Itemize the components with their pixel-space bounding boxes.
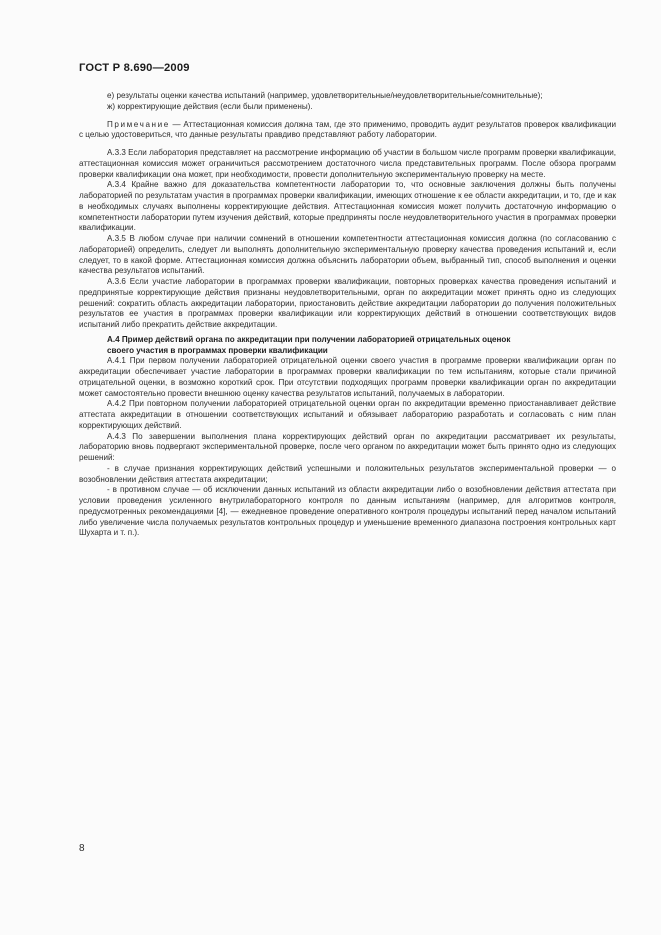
note-label: Примечание	[107, 119, 170, 129]
note-paragraph	[79, 120, 616, 142]
decision-option-1: - в случае признания корректирующих действий успешными и положительных результатов экспериментальной проверки — о возобновлении действия аттестата аккредитации;	[79, 463, 616, 484]
clause-a35: А.3.5 В любом случае при наличии сомнений в отношении компетентности аттестационная комиссия должна (по согласованию с лабораторией) определить, следует ли выполнять дополнительную экспериментальную проверку качества проведения испытаний и, если следует, то в какой форме. Аттестационная комиссия должна объяснить лаборатории объем, выбранный тип, способ выполнения и оценки качества результатов испытаний.	[79, 234, 616, 276]
clause-a43: А.4.3 По завершении выполнения плана корректирующих действий орган по аккредитации рассматривает их результаты, лабораторию вновь подвергают экспериментальной проверке, после чего органом по аккредитации может быть принято одно из следующих решений:	[79, 431, 616, 462]
clause-a36: А.3.6 Если участие лаборатории в программах проверки квалификации, повторных проверках качества проведения испытаний и предпринятые корректирующие действия признаны неудовлетворительными, орган по аккредитации может принять одно из следующих решений: сократить область аккредитации лаборатории, приостановить действие аккредитации лаборатории до получения положительных результатов ее участия в программах проверки квалификации или корректирующих действий в отношении соответствующих видов испытаний либо прекратить действие аккредитации.	[79, 277, 616, 329]
clause-a42: А.4.2 При повторном получении лабораторией отрицательной оценки орган по аккредитации временно приостанавливает действие аттестата аккредитации в отношении соответствующих испытаний и обязывает лабораторию разработать и согласовать с ним план корректирующих действий.	[79, 399, 616, 430]
page-content	[79, 91, 616, 539]
decision-option-2: - в противном случае — об исключении данных испытаний из области аккредитации либо о возобновлении действия аттестата при условии проведения усиленного внутрилабораторного контроля по данным испытаниям (например, для алгоритмов контроля, предусмотренных рекомендациями [4], — ежедневное проведение оперативного контроля процедуры испытаний перед началом испытаний либо увеличение числа получаемых результатов контрольных процедур и уменьшение временного диапазона построения контрольных карт Шухарта и т. п.).	[79, 485, 616, 538]
note-text: — Аттестационная комиссия должна там, где это применимо, проводить аудит результатов проверок квалификации с целью удостовериться, что данные результаты правдиво представляют работу лаборатории.	[79, 119, 616, 140]
standard-header: ГОСТ Р 8.690—2009	[79, 62, 190, 74]
clause-a41: А.4.1 При первом получении лабораторией отрицательной оценки своего участия в программе проверки квалификации орган по аккредитации обеспечивает участие лаборатории в программах проверки квалификации по тем испытаниям, которые стали причиной отрицательной оценки, в возможно короткий срок. При отсутствии подходящих программ проверки квалификации орган по аккредитации может самостоятельно провести внешнюю оценку качества результатов испытаний, получаемых в лаборатории.	[79, 356, 616, 398]
clause-a33: А.3.3 Если лаборатория представляет на рассмотрение информацию об участии в большом числе программ проверки квалификации, аттестационная комиссия может ограничиться рассмотрением достаточного числа представительных программ. После обзора программ проверки квалификации она может, при необходимости, провести дополнительную экспериментальную проверку на месте.	[79, 148, 616, 179]
page-number: 8	[79, 843, 85, 854]
list-item-e: е) результаты оценки качества испытаний (например, удовлетворительные/неудовлетворительные/сомнительные);	[107, 91, 543, 100]
section-heading-a4: А.4 Пример действий органа по аккредитации при получении лабораторией отрицательных оценок	[107, 334, 511, 344]
list-item-zh: ж) корректирующие действия (если были применены).	[107, 101, 313, 111]
section-heading-a4-continued: своего участия в программах проверки квалификации	[107, 345, 328, 355]
clause-a34: А.3.4 Крайне важно для доказательства компетентности лаборатории то, что основные заключения должны быть получены лабораторией по результатам участия в программах проверки квалификации, имеющих отношение к ее области аккредитации, и то, где и как в необходимых случаях выполнены корректирующие действия. Аттестационная комиссия может получить достаточную информацию о компетентности лаборатории путем изучения действий, которые предприняты после неудовлетворительного участия в программах проверки квалификации.	[79, 180, 616, 233]
